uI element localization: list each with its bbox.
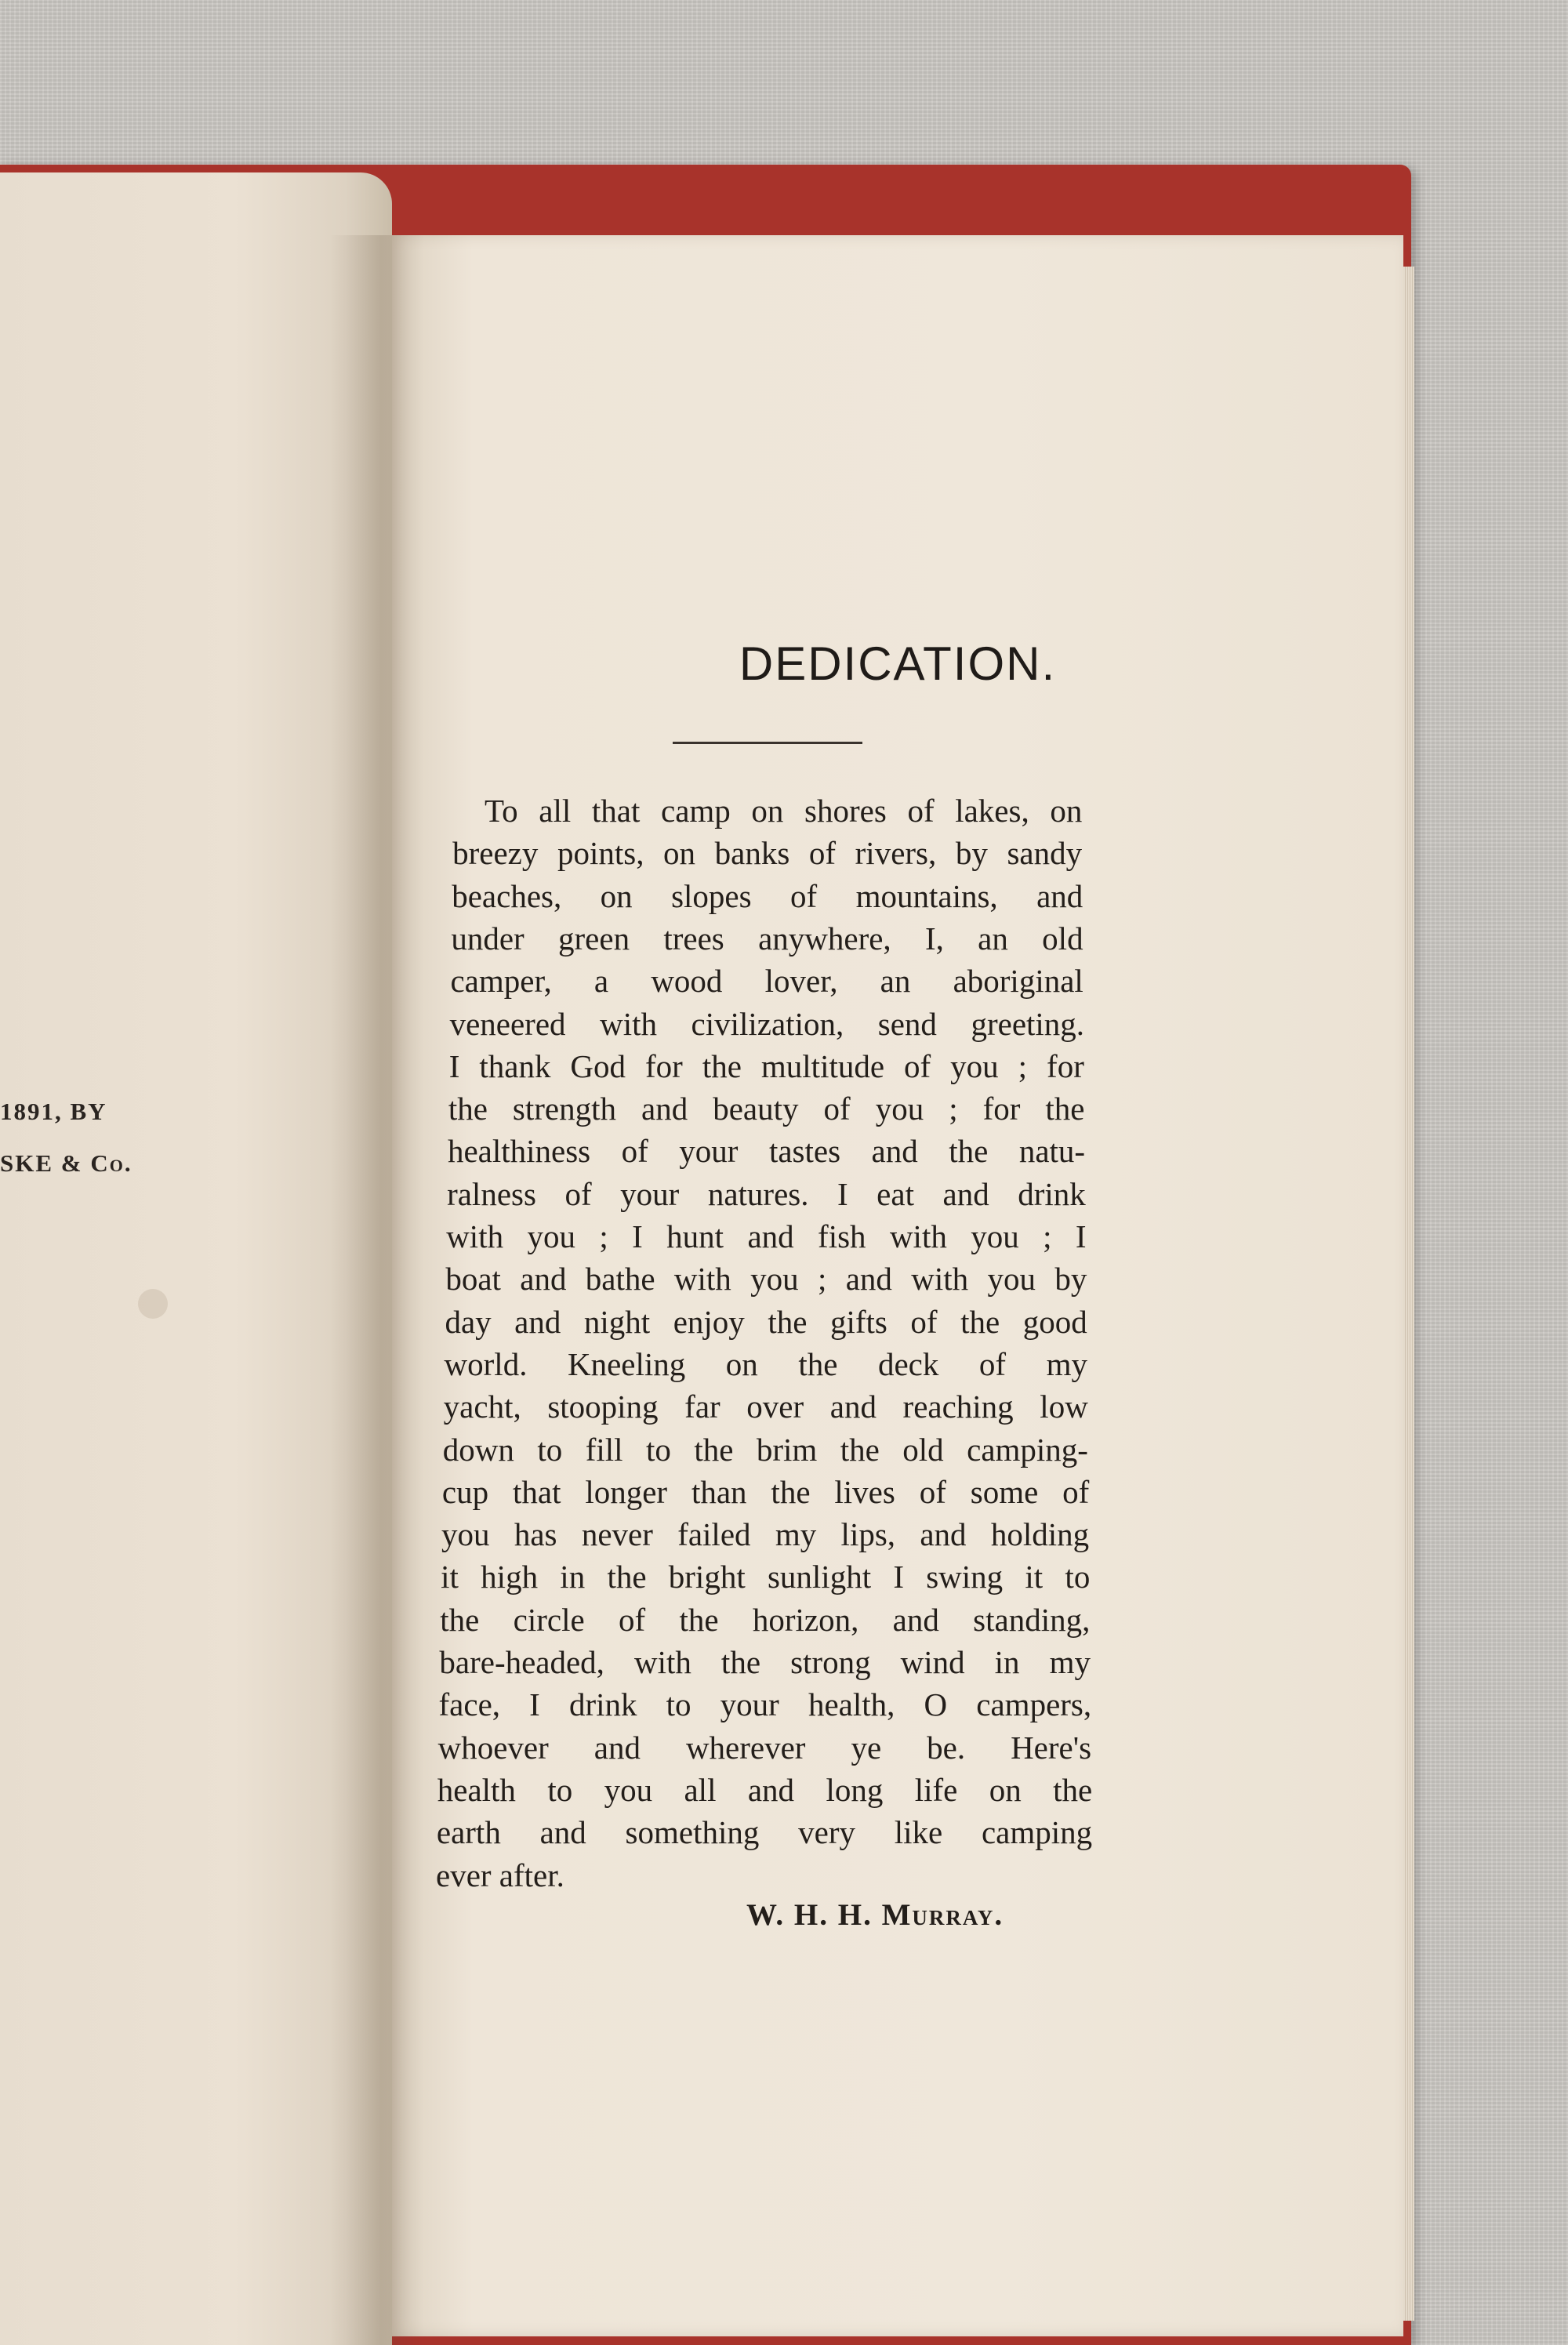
dedication-line: whoever and wherever ye be. Here's (437, 1729, 1092, 1766)
dedication-line: world. Kneeling on the deck of my (444, 1345, 1087, 1382)
dedication-line: ever after. (436, 1857, 564, 1893)
dedication-line: To all that camp on shores of lakes, on (485, 793, 1083, 829)
dedication-line: beaches, on slopes of mountains, and (452, 877, 1083, 914)
dedication-line: with you ; I hunt and fish with you ; I (446, 1218, 1087, 1254)
dedication-line: breezy points, on banks of rivers, by sandy (452, 835, 1083, 872)
dedication-line: the strength and beauty of you ; for the (448, 1091, 1085, 1127)
title-rule (673, 742, 862, 744)
dedication-line: down to fill to the brim the old camping- (442, 1431, 1088, 1468)
dedication-line: boat and bathe with you ; and with you by (445, 1261, 1087, 1298)
book-gutter (329, 235, 423, 2345)
dedication-line: the circle of the horizon, and standing, (440, 1601, 1091, 1638)
dedication-line: healthiness of your tastes and the natu- (447, 1133, 1086, 1170)
page-title: DEDICATION. (739, 637, 1057, 690)
dedication-line: earth and something very like camping (436, 1814, 1093, 1851)
dedication-line: face, I drink to your health, O campers, (438, 1686, 1092, 1723)
dedication-line: ralness of your natures. I eat and drink (447, 1175, 1086, 1212)
page-edges (1403, 267, 1414, 2321)
dedication-line: yacht, stooping far over and reaching low (443, 1388, 1088, 1425)
dedication-line: camper, a wood lover, an aboriginal (450, 963, 1083, 1000)
author-signature: W. H. H. Murray. (746, 1898, 1004, 1932)
dedication-line: I thank God for the multitude of you ; for (448, 1047, 1084, 1084)
dedication-line: day and night enjoy the gifts of the good (445, 1303, 1087, 1340)
dedication-line: health to you all and long life on the (437, 1771, 1093, 1808)
dedication-line: bare-headed, with the strong wind in my (439, 1644, 1091, 1680)
dedication-line: you has never failed my lips, and holding (441, 1516, 1090, 1553)
left-page-line-1: 1891, BY (0, 1098, 107, 1125)
dedication-line: it high in the bright sunlight I swing it to (441, 1559, 1091, 1595)
left-page-line-2: SKE & Co. (0, 1149, 132, 1177)
dedication-line: cup that longer than the lives of some of (441, 1473, 1090, 1510)
dedication-line: under green trees anywhere, I, an old (451, 920, 1083, 957)
dedication-line: veneered with civilization, send greeting. (449, 1005, 1085, 1042)
paper-stain (138, 1289, 168, 1319)
